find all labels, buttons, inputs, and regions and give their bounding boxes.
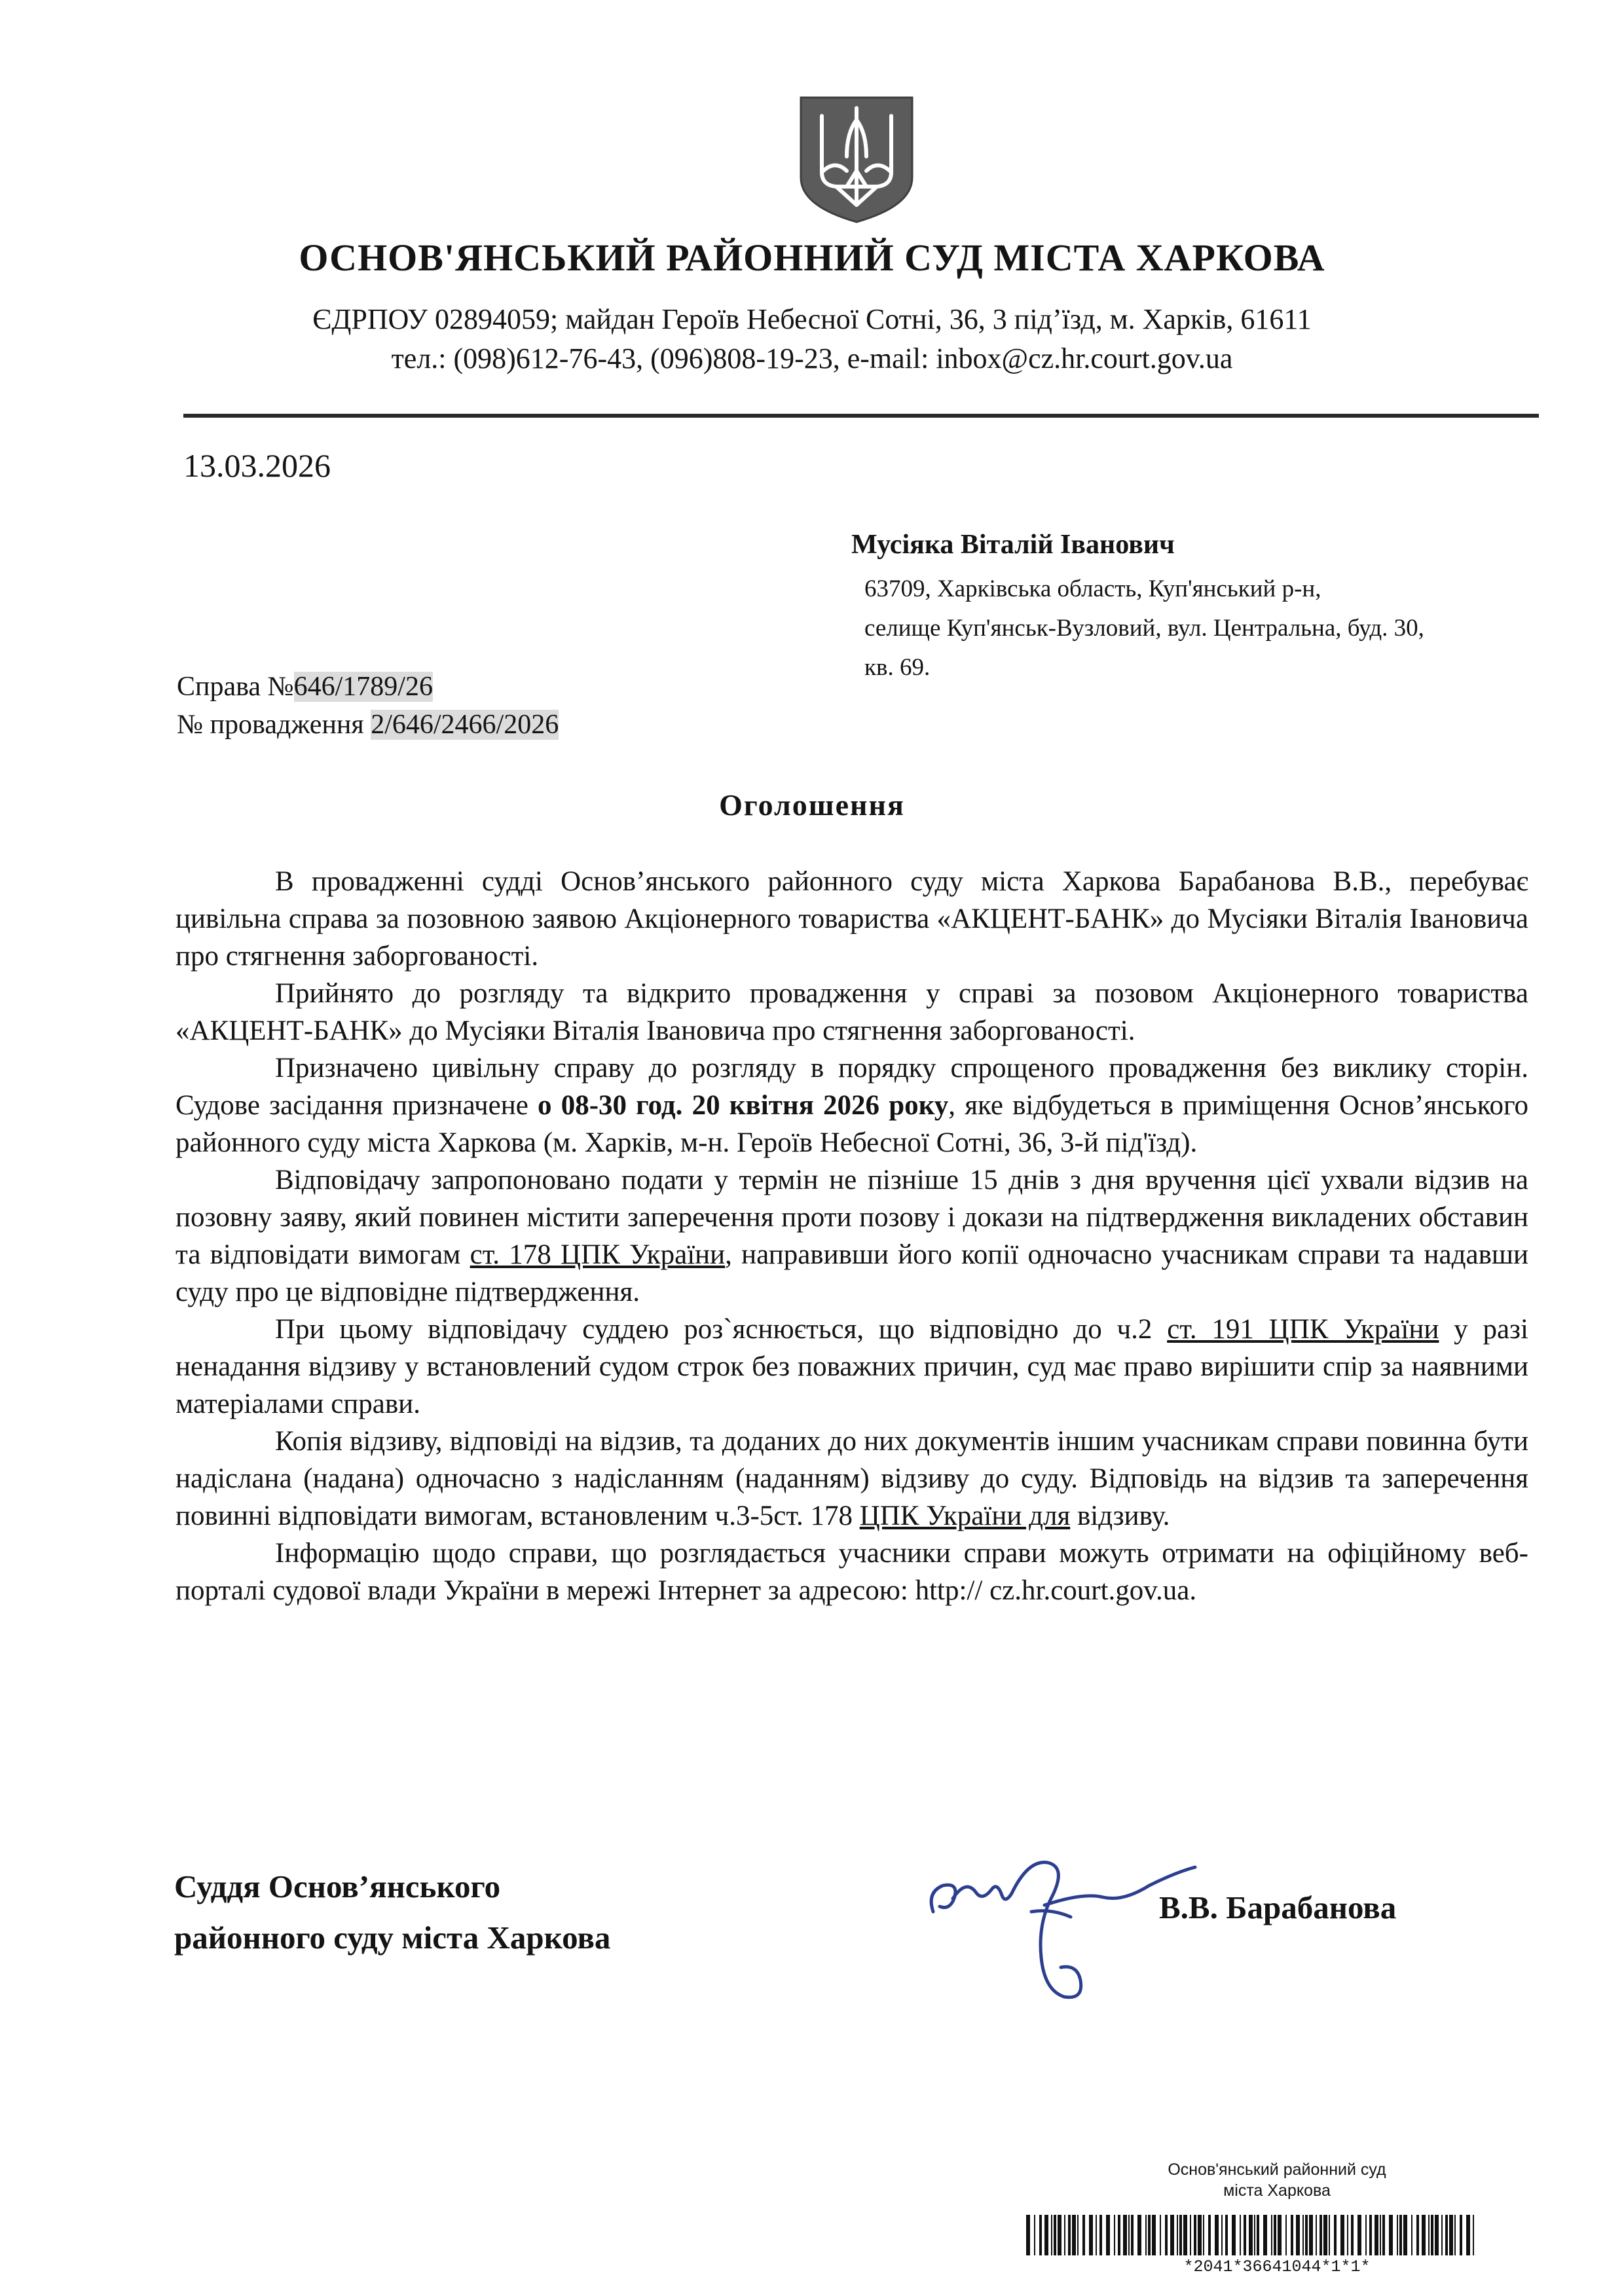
barcode-bar <box>1403 2215 1407 2255</box>
barcode-bar <box>1285 2215 1287 2255</box>
recipient-address-line: 63709, Харківська область, Куп'янський р-н, <box>864 575 1321 602</box>
barcode-bar <box>1302 2215 1304 2255</box>
judge-name: В.В. Барабанова <box>1159 1889 1397 1925</box>
barcode-bar <box>1397 2215 1398 2255</box>
barcode-bar <box>1183 2215 1187 2255</box>
barcode-bar <box>1316 2215 1317 2255</box>
barcode-bar <box>1089 2215 1093 2255</box>
paragraph: Прийнято до розгляду та відкрито провадження у справі за позовом Акціонерного товариства «АКЦЕНТ-БАНК» до Мусіяки Віталія Івановича про стягнення заборгованості. <box>175 978 1528 1046</box>
barcode-bar <box>1106 2215 1110 2255</box>
paragraph: В провадженні судді Основ’янського районного суду міста Харкова Барабанова В.В., перебуває цивільна справа за позовною заявою Акціонерного товариства «АКЦЕНТ-БАНК» до Мусіяки Віталія Івановича про стягнення заборгованості. <box>175 866 1528 972</box>
barcode-bar <box>1411 2215 1412 2255</box>
barcode-bar <box>1445 2215 1448 2255</box>
barcode-bar <box>1177 2215 1178 2255</box>
barcode-bar <box>1357 2215 1361 2255</box>
case-label: Справа № <box>177 672 294 702</box>
barcode-bar <box>1054 2215 1056 2255</box>
barcode-bar <box>1221 2215 1223 2255</box>
proceeding-label: № провадження <box>177 710 371 740</box>
barcode-bar <box>1334 2215 1337 2255</box>
barcode-bar <box>1145 2215 1147 2255</box>
barcode-bar <box>1198 2215 1202 2255</box>
barcode-bar <box>1428 2215 1430 2255</box>
barcode-bar <box>1082 2215 1085 2255</box>
barcode-bar <box>1323 2215 1327 2255</box>
law-link[interactable]: ЦПК України для <box>859 1501 1071 1531</box>
barcode-bar <box>1274 2215 1276 2255</box>
barcode-bar <box>1034 2215 1035 2255</box>
paragraph <box>175 1311 1528 1423</box>
barcode-bar <box>1449 2215 1453 2255</box>
barcode-bar <box>1329 2215 1330 2255</box>
recipient-address-line: селище Куп'янськ-Вузловий, вул. Центральна, буд. 30, <box>864 615 1424 642</box>
recipient-address <box>864 570 1559 687</box>
barcode-bar <box>1441 2215 1443 2255</box>
barcode-bar <box>1249 2215 1253 2255</box>
barcode-bar <box>1225 2215 1228 2255</box>
barcode-bar <box>1435 2215 1439 2255</box>
announcement-title: Оголошення <box>719 788 905 822</box>
barcode-bar <box>1114 2215 1115 2255</box>
document-date: 13.03.2026 <box>183 447 331 484</box>
law-link[interactable]: ст. 178 ЦПК України <box>470 1239 726 1270</box>
stamp-court-city: міста Харкова <box>1223 2181 1331 2200</box>
paragraph <box>175 1161 1528 1311</box>
barcode-bar <box>1118 2215 1120 2255</box>
barcode-bar <box>1194 2215 1196 2255</box>
paragraph: Інформацію щодо справи, що розглядається учасники справи можуть отримати на офіційному веб-порталі судової влади України в мережі Інтернет за адресою: http:// cz.hr.court.gov.ua. <box>175 1538 1528 1606</box>
coat-of-arms-icon <box>796 94 917 225</box>
barcode-bar <box>1291 2215 1293 2255</box>
barcode-bar <box>1068 2215 1071 2255</box>
barcode-bar <box>1039 2215 1042 2255</box>
barcode-icon <box>1025 2215 1477 2255</box>
barcode-bar <box>1128 2215 1130 2255</box>
barcode-bar <box>1215 2215 1219 2255</box>
recipient-address-line: кв. 69. <box>864 654 931 681</box>
barcode-bar <box>1320 2215 1322 2255</box>
barcode-bar <box>1026 2215 1030 2255</box>
paragraph <box>175 1423 1528 1535</box>
barcode-bar <box>1416 2215 1419 2255</box>
text-run: Відповідачу запропоновано подати у термін не пізніше 15 днів з дня вручення цієї ухвали відзив на позовну заяву, який повинен містити заперечення проти позову і докази на підтвердження викладених обставин та відповідати вимогам <box>175 1165 1528 1270</box>
barcode-bar <box>1389 2215 1393 2255</box>
barcode-bar <box>1064 2215 1065 2255</box>
barcode-bar <box>1123 2215 1127 2255</box>
hearing-date: о 08-30 год. 20 квітня 2026 року <box>538 1090 949 1121</box>
barcode-bar <box>1170 2215 1174 2255</box>
barcode-bar <box>1244 2215 1246 2255</box>
barcode-bar <box>1152 2215 1156 2255</box>
text-run: При цьому відповідачу суддею роз`яснюється, що відповідно до ч.2 <box>275 1314 1168 1345</box>
barcode-bar <box>1240 2215 1241 2255</box>
barcode-bar <box>1165 2215 1168 2255</box>
text-run: Копія відзиву, відповіді на відзив, та доданих до них документів іншим учасникам справи повинна бути надіслана (надана) одночасно з надісланням (наданням) відзиву до суду. Відповідь на відзив та заперечення повинні відповідати вимогам, встановленим ч.3-5ст. 178 <box>175 1426 1528 1531</box>
barcode-bar <box>1271 2215 1272 2255</box>
judge-role-line: Суддя Основ’янського <box>174 1868 501 1904</box>
barcode-bar <box>1099 2215 1102 2255</box>
barcode-bar <box>1365 2215 1367 2255</box>
barcode-bar <box>1257 2215 1259 2255</box>
barcode-bar <box>1131 2215 1134 2255</box>
barcode-bar <box>1454 2215 1456 2255</box>
barcode-bar <box>1369 2215 1372 2255</box>
barcode-bar <box>1431 2215 1433 2255</box>
recipient-name: Мусіяка Віталій Іванович <box>851 530 1175 560</box>
text-run: , направивши його копії одночасно учасникам справи та надавши суду про це відповідне підтвердження. <box>175 1239 1529 1307</box>
court-name: ОСНОВ'ЯНСЬКИЙ РАЙОННИЙ СУД МІСТА ХАРКОВА <box>299 236 1325 279</box>
barcode-bar <box>1096 2215 1097 2255</box>
barcode-bar <box>1375 2215 1378 2255</box>
judge-role <box>174 1861 610 1963</box>
barcode-bar <box>1254 2215 1255 2255</box>
barcode-bar <box>1051 2215 1052 2255</box>
court-requisites: ЄДРПОУ 02894059; майдан Героїв Небесної Сотні, 36, 3 під’їзд, м. Харків, 61611 <box>312 303 1312 335</box>
barcode-bar <box>1278 2215 1282 2255</box>
barcode-bar <box>1148 2215 1151 2255</box>
announcement-body <box>175 863 1528 1609</box>
barcode-bar <box>1305 2215 1308 2255</box>
paragraph <box>175 1049 1528 1161</box>
barcode-bar <box>1179 2215 1182 2255</box>
barcode-bar <box>1351 2215 1354 2255</box>
barcode-bar <box>1309 2215 1313 2255</box>
case-info <box>177 668 559 744</box>
barcode-bar <box>1203 2215 1204 2255</box>
barcode-bar <box>1382 2215 1385 2255</box>
handwritten-signature <box>913 1833 1202 2016</box>
barcode-bar <box>1347 2215 1348 2255</box>
barcode-bar <box>1077 2215 1079 2255</box>
text-run: відзиву. <box>1070 1501 1170 1531</box>
barcode-bar <box>1473 2215 1474 2255</box>
law-link[interactable]: ст. 191 ЦПК України <box>1167 1314 1439 1345</box>
barcode-bar <box>1422 2215 1426 2255</box>
barcode-bar <box>1072 2215 1076 2255</box>
barcode-bar <box>1190 2215 1191 2255</box>
proceeding-number: 2/646/2466/2026 <box>371 710 559 740</box>
barcode-bar <box>1058 2215 1061 2255</box>
barcode-bar <box>1160 2215 1161 2255</box>
barcode-bar <box>1296 2215 1300 2255</box>
barcode-bar <box>1399 2215 1402 2255</box>
stamp-court-name: Основ'янський районний суд <box>1168 2160 1386 2179</box>
barcode-bar <box>1044 2215 1048 2255</box>
barcode-bar <box>1380 2215 1381 2255</box>
judge-role-line: районного суду міста Харкова <box>174 1920 611 1956</box>
court-contacts: тел.: (098)612-76-43, (096)808-19-23, e-mail: inbox@cz.hr.court.gov.ua <box>391 342 1233 374</box>
barcode-bar <box>1137 2215 1141 2255</box>
barcode-bar <box>1340 2215 1344 2255</box>
barcode-bar <box>1232 2215 1236 2255</box>
barcode-bar <box>1460 2215 1462 2255</box>
text-run: Призначено цивільну справу до розгляду в порядку спрощеного провадження без виклику сторін. Судове засідання призначене <box>175 1053 1528 1121</box>
text-run: у разі ненадання відзиву у встановлений судом строк без поважних причин, суд має право вирішити спір за наявними матеріалами справи. <box>175 1314 1528 1419</box>
barcode-code: *2041*36641044*1*1* <box>1183 2257 1371 2276</box>
barcode-bar <box>1263 2215 1267 2255</box>
barcode-bar <box>1208 2215 1211 2255</box>
case-number: 646/1789/26 <box>293 672 433 702</box>
text-run: , яке відбудеться в приміщення Основ’янського районного суду міста Харкова (м. Харків, м-н. Героїв Небесної Сотні, 36, 3-й під'їзд). <box>175 1090 1529 1158</box>
header-divider <box>183 414 1539 418</box>
barcode-bar <box>1466 2215 1470 2255</box>
